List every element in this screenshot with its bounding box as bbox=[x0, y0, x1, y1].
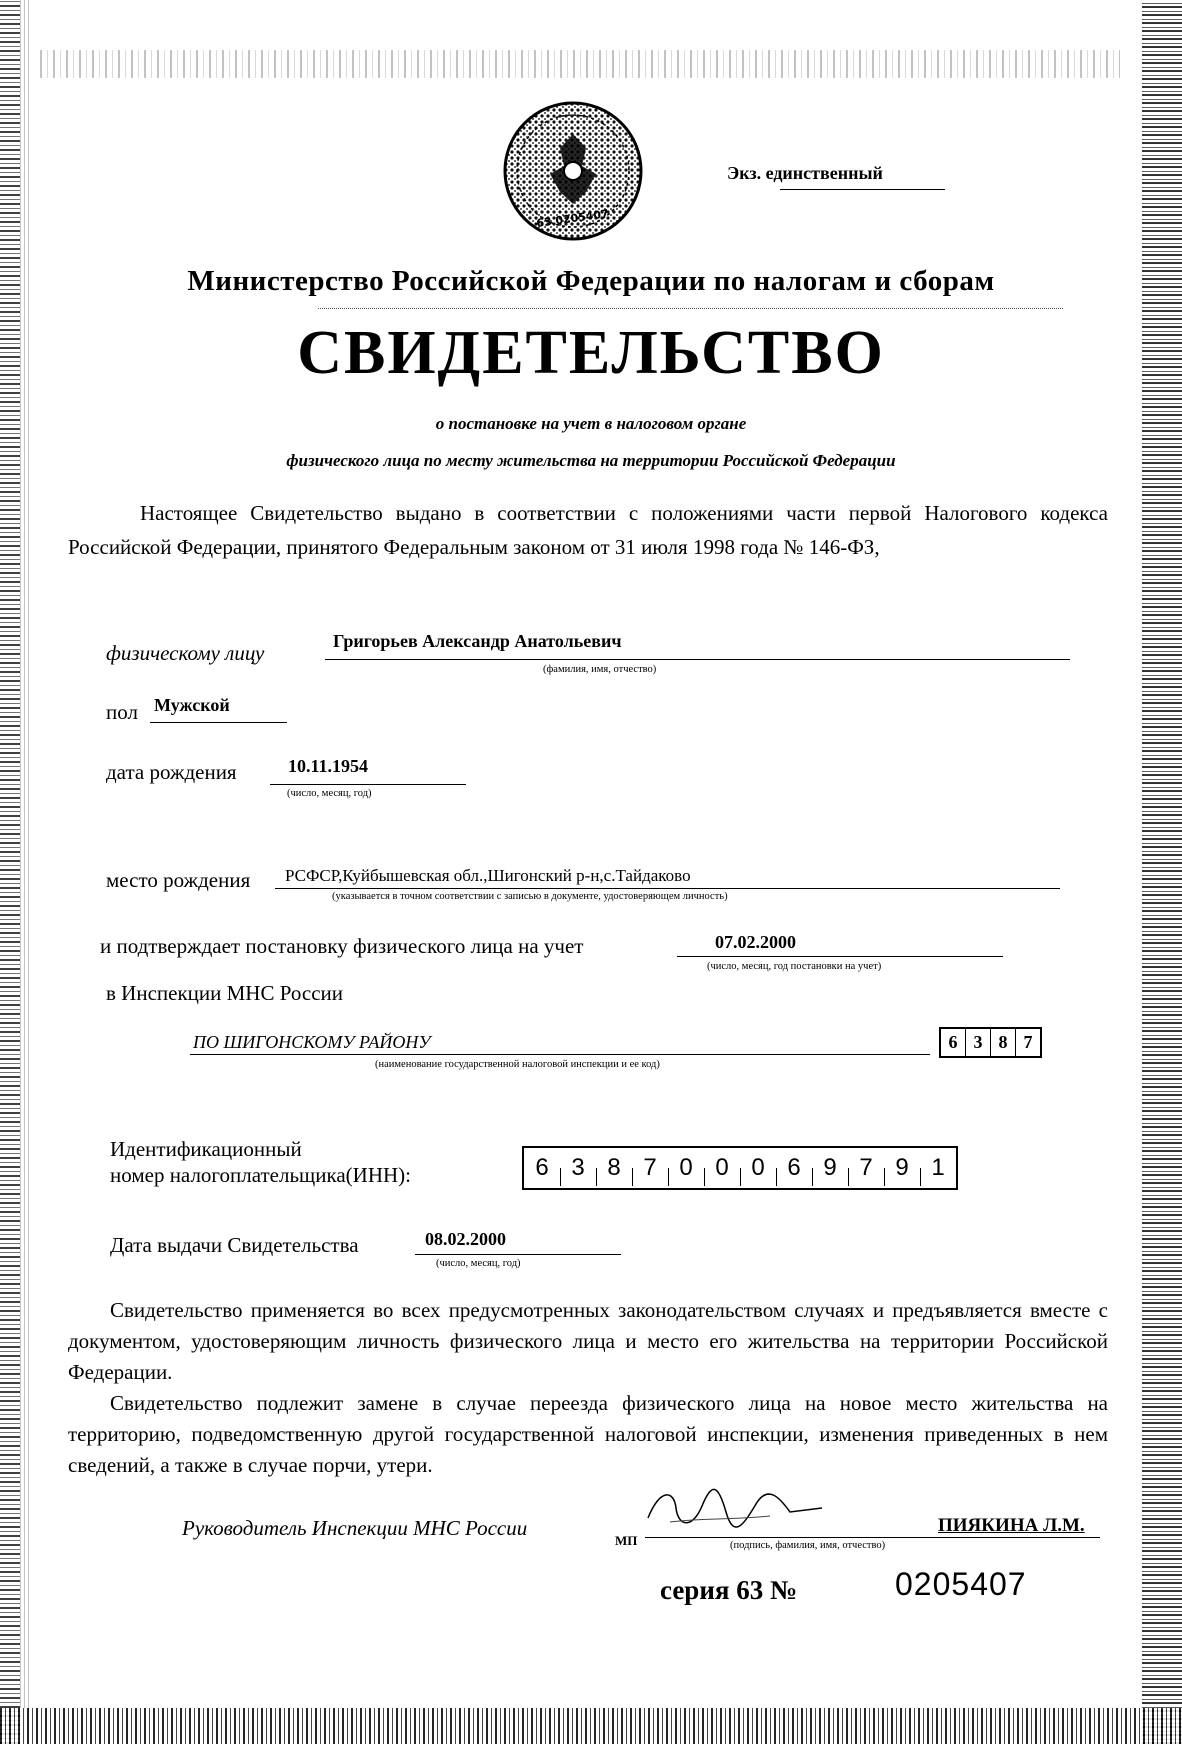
copy-underline bbox=[780, 189, 945, 190]
issue-date-hint: (число, месяц, год) bbox=[436, 1258, 521, 1269]
signature-scribble-icon bbox=[640, 1478, 830, 1538]
birth-place-hint: (указывается в точном соответствии с записью в документе, удостоверяющем личность) bbox=[332, 891, 728, 902]
birth-date-hint: (число, месяц, год) bbox=[287, 788, 372, 799]
issue-date-value: 08.02.2000 bbox=[425, 1229, 506, 1249]
birth-place-value: РСФСР,Куйбышевская обл.,Шигонский р-н,с.Тайдаково bbox=[285, 866, 691, 885]
inn-digit: 7 bbox=[632, 1148, 668, 1188]
person-underline bbox=[325, 659, 1070, 660]
scan-noise-left-inner bbox=[20, 0, 30, 1744]
inspection-code-digit: 7 bbox=[1023, 1032, 1033, 1052]
birth-date-label: дата рождения bbox=[106, 760, 237, 784]
inn-digit: 6 bbox=[535, 1154, 549, 1181]
signatory-name: ПИЯКИНА Л.М. bbox=[938, 1515, 1085, 1536]
inspection-code-box bbox=[939, 1027, 1042, 1058]
signature-hint: (подпись, фамилия, имя, отчество) bbox=[730, 1540, 886, 1551]
birth-date-underline bbox=[270, 784, 466, 785]
inn-digit: 0 bbox=[740, 1148, 776, 1188]
birth-place-underline bbox=[275, 888, 1060, 889]
inn-digit: 8 bbox=[596, 1148, 632, 1188]
inn-digit: 6 bbox=[776, 1148, 812, 1188]
inspection-code-digit: 3 bbox=[966, 1029, 991, 1056]
issue-date-underline bbox=[415, 1254, 621, 1255]
serial-number: 0205407 bbox=[895, 1566, 1027, 1602]
replacement-paragraph-text: Свидетельство подлежит замене в случае переезда физического лица на новое место жительства на территорию, подведомственную другой государственной налоговой инспекции, изменения приведенных в нем сведений, а также в случае порчи, утери. bbox=[68, 1391, 1108, 1477]
signature-underline bbox=[645, 1537, 1100, 1538]
serial-label: серия 63 № bbox=[660, 1575, 798, 1605]
usage-paragraph-text: Свидетельство применяется во всех предусмотренных законодательством случаях и предъявляется вместе с документом, удостоверяющим личность физического лица и место его жительства на территории Российской Федерации. bbox=[68, 1298, 1108, 1384]
registration-value: 07.02.2000 bbox=[715, 932, 796, 952]
ministry-heading: Министерство Российской Федерации по налогам и сборам bbox=[187, 265, 995, 297]
registration-underline bbox=[677, 956, 1003, 957]
inn-digit: 1 bbox=[920, 1148, 956, 1188]
registration-label: и подтверждает постановку физического лица на учет bbox=[100, 934, 584, 958]
birth-place-label: место рождения bbox=[106, 868, 251, 892]
registration-hint: (число, месяц, год постановки на учет) bbox=[707, 961, 882, 972]
inn-label-line-2: номер налогоплательщика(ИНН): bbox=[110, 1163, 411, 1187]
inspection-hint: (наименование государственной налоговой инспекции и ее код) bbox=[375, 1059, 660, 1070]
scan-noise-top bbox=[40, 50, 1120, 78]
intro-paragraph-text: Настоящее Свидетельство выдано в соответствии с положениями части первой Налогового кодекса Российской Федерации, принятого Федеральным законом от 31 июля 1998 года № 146-ФЗ, bbox=[68, 501, 1108, 559]
document-title: СВИДЕТЕЛЬСТВО bbox=[297, 319, 885, 387]
inn-label-line-1: Идентификационный bbox=[110, 1137, 302, 1161]
replacement-paragraph bbox=[68, 1388, 1108, 1481]
ministry-underline bbox=[318, 308, 1063, 309]
intro-paragraph bbox=[68, 496, 1108, 564]
person-hint: (фамилия, имя, отчество) bbox=[543, 664, 657, 675]
inn-digit: 0 bbox=[704, 1148, 740, 1188]
person-label: физическому лицу bbox=[106, 641, 265, 665]
inn-digit: 3 bbox=[560, 1148, 596, 1188]
subtitle-line-1: о постановке на учет в налоговом органе bbox=[435, 414, 747, 433]
sex-underline bbox=[150, 722, 287, 723]
scan-noise-left bbox=[0, 0, 20, 1744]
scan-noise-right bbox=[1142, 0, 1182, 1744]
inn-digit: 7 bbox=[848, 1148, 884, 1188]
usage-paragraph bbox=[68, 1295, 1108, 1388]
stamp-mp-label: МП bbox=[615, 1533, 638, 1548]
issue-date-label: Дата выдачи Свидетельства bbox=[110, 1233, 359, 1257]
inspection-underline bbox=[190, 1054, 930, 1055]
scan-noise-bottom bbox=[0, 1708, 1182, 1744]
emblem-stamp-text: 63 0205407 bbox=[535, 207, 610, 231]
inspection-code-digit: 8 bbox=[991, 1029, 1016, 1056]
sex-label: пол bbox=[106, 700, 138, 724]
emblem-seal-icon bbox=[498, 96, 648, 246]
inspection-code-digit: 6 bbox=[941, 1029, 966, 1056]
person-value: Григорьев Александр Анатольевич bbox=[333, 631, 622, 651]
sex-value: Мужской bbox=[154, 695, 230, 715]
inn-digit-box bbox=[522, 1146, 958, 1190]
birth-date-value: 10.11.1954 bbox=[288, 756, 369, 776]
inspection-value: ПО ШИГОНСКОМУ РАЙОНУ bbox=[193, 1032, 431, 1052]
copy-label: Экз. единственный bbox=[727, 163, 883, 183]
inn-digit: 9 bbox=[812, 1148, 848, 1188]
inn-digit: 0 bbox=[668, 1148, 704, 1188]
signature-label: Руководитель Инспекции МНС России bbox=[182, 1516, 528, 1540]
subtitle-line-2: физического лица по месту жительства на территории Российской Федерации bbox=[286, 451, 896, 470]
inn-digit: 9 bbox=[884, 1148, 920, 1188]
inspection-label: в Инспекции МНС России bbox=[106, 981, 344, 1005]
